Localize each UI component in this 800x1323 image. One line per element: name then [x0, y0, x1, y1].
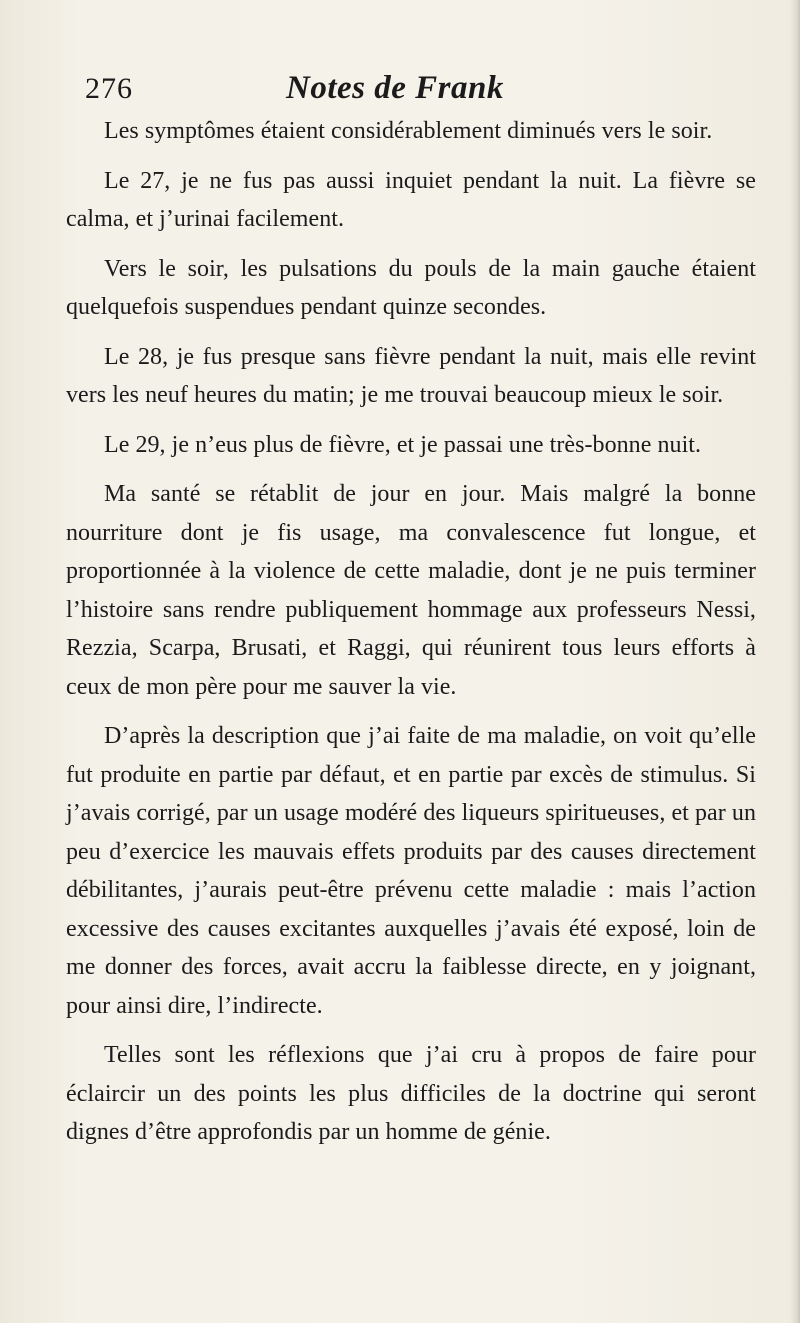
- page-header: [66, 70, 756, 112]
- paragraph-5: Le 29, je n’eus plus de fièvre, et je passai une très-bonne nuit.: [104, 431, 702, 458]
- page-edge-shadow: [790, 0, 800, 1323]
- page-number: 276: [85, 72, 133, 105]
- paragraph-2: Le 27, je ne fus pas aussi inquiet pendant la nuit. La fièvre se calma, et j’urinai facilement.: [66, 167, 756, 232]
- paragraph-7: D’après la description que j’ai faite de ma maladie, on voit qu’elle fut produite en partie par défaut, et en partie par excès de stimulus. Si j’avais corrigé, par un usage modéré des liqueurs spiritueuses, et par un peu d’exercice les mauvais effets produits par des causes directement débilitantes, j’aurais peut-être prévenu cette maladie : mais l’action excessive des causes excitantes auxquelles j’avais été exposé, loin de me donner des forces, avait accru la faiblesse directe, en y joignant, pour ainsi dire, l’indirecte.: [66, 723, 756, 1019]
- running-title: Notes de Frank: [286, 70, 504, 106]
- paragraph-8: Telles sont les réflexions que j’ai cru à propos de faire pour éclaircir un des points les plus difficiles de la doctrine qui seront dignes d’être approfondis par un homme de génie.: [66, 1042, 756, 1145]
- paragraph-4: Le 28, je fus presque sans fièvre pendant la nuit, mais elle revint vers les neuf heures du matin; je me trouvai beaucoup mieux le soir.: [66, 343, 756, 408]
- body-text: [66, 112, 756, 1152]
- paragraph-6: Ma santé se rétablit de jour en jour. Mais malgré la bonne nourriture dont je fis usage, ma convalescence fut longue, et proportionnée à la violence de cette maladie, dont je ne puis terminer l’histoire sans rendre publiquement hommage aux professeurs Nessi, Rezzia, Scarpa, Brusati, et Raggi, qui réunirent tous leurs efforts à ceux de mon père pour me sauver la vie.: [66, 481, 756, 700]
- paragraph-1: Les symptômes étaient considérablement diminués vers le soir.: [104, 118, 713, 144]
- paragraph-3: Vers le soir, les pulsations du pouls de la main gauche étaient quelquefois suspendues pendant quinze secondes.: [66, 255, 756, 320]
